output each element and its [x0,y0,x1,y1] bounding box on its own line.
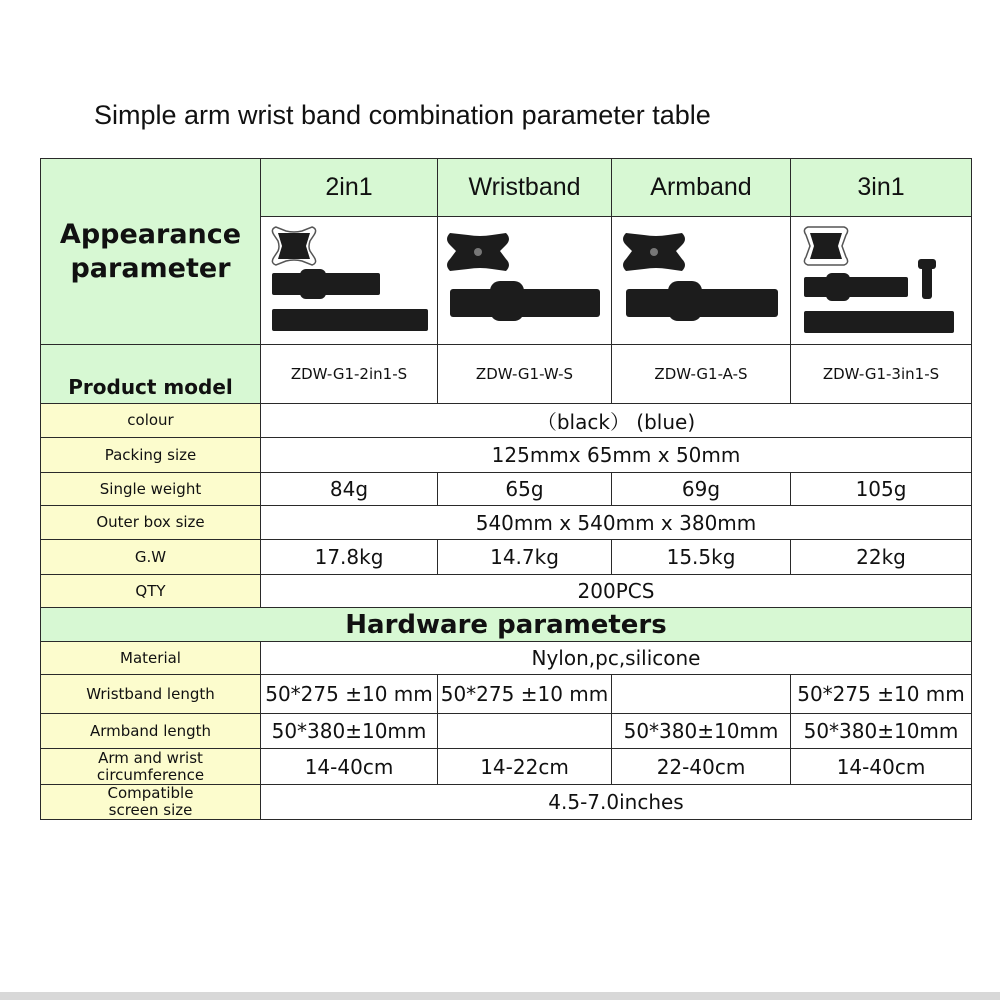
armband-length-label: Armband length [41,714,261,749]
product-model-3in1: ZDW-G1-3in1-S [791,345,972,404]
single-weight-armband: 69g [612,473,791,506]
single-weight-2in1: 84g [261,473,438,506]
single-weight-wristband: 65g [438,473,612,506]
circumference-3in1: 14-40cm [791,749,972,785]
armband-length-wristband [438,714,612,749]
outer-box-size-label: Outer box size [41,506,261,540]
page-title: Simple arm wrist band combination parameter table [94,100,711,130]
colour-label: colour [41,404,261,438]
wristband-length-2in1: 50*275 ±10 mm [261,675,438,714]
wristband-length-armband [612,675,791,714]
product-model-label: Product model [41,345,261,404]
gross-weight-3in1: 22kg [791,540,972,575]
column-header-armband: Armband [612,159,791,217]
product-model-2in1: ZDW-G1-2in1-S [261,345,438,404]
outer-box-size-value: 540mm x 540mm x 380mm [261,506,972,540]
screen-size-value: 4.5-7.0inches [261,785,972,820]
screen-size-label: Compatible screen size [41,785,261,820]
column-header-3in1: 3in1 [791,159,972,217]
single-weight-3in1: 105g [791,473,972,506]
product-model-armband: ZDW-G1-A-S [612,345,791,404]
armband-length-2in1: 50*380±10mm [261,714,438,749]
product-image-3in1 [791,217,972,345]
material-label: Material [41,642,261,675]
product-model-wristband: ZDW-G1-W-S [438,345,612,404]
qty-label: QTY [41,575,261,608]
product-image-2in1 [261,217,438,345]
product-image-wristband [438,217,612,345]
column-header-2in1: 2in1 [261,159,438,217]
colour-value: （black） (blue) [261,404,972,438]
parameter-table [40,158,972,820]
bottom-divider [0,992,1000,1000]
material-value: Nylon,pc,silicone [261,642,972,675]
packing-size-value: 125mmx 65mm x 50mm [261,438,972,473]
wristband-length-3in1: 50*275 ±10 mm [791,675,972,714]
qty-value: 200PCS [261,575,972,608]
wristband-length-wristband: 50*275 ±10 mm [438,675,612,714]
appearance-parameter-label: Appearance parameter [41,159,261,345]
column-header-wristband: Wristband [438,159,612,217]
packing-size-label: Packing size [41,438,261,473]
hardware-parameters-heading: Hardware parameters [41,608,972,642]
circumference-armband: 22-40cm [612,749,791,785]
armband-length-armband: 50*380±10mm [612,714,791,749]
armband-length-3in1: 50*380±10mm [791,714,972,749]
gross-weight-wristband: 14.7kg [438,540,612,575]
single-weight-label: Single weight [41,473,261,506]
gross-weight-label: G.W [41,540,261,575]
circumference-wristband: 14-22cm [438,749,612,785]
circumference-2in1: 14-40cm [261,749,438,785]
product-image-armband [612,217,791,345]
gross-weight-2in1: 17.8kg [261,540,438,575]
wristband-length-label: Wristband length [41,675,261,714]
gross-weight-armband: 15.5kg [612,540,791,575]
circumference-label: Arm and wrist circumference [41,749,261,785]
